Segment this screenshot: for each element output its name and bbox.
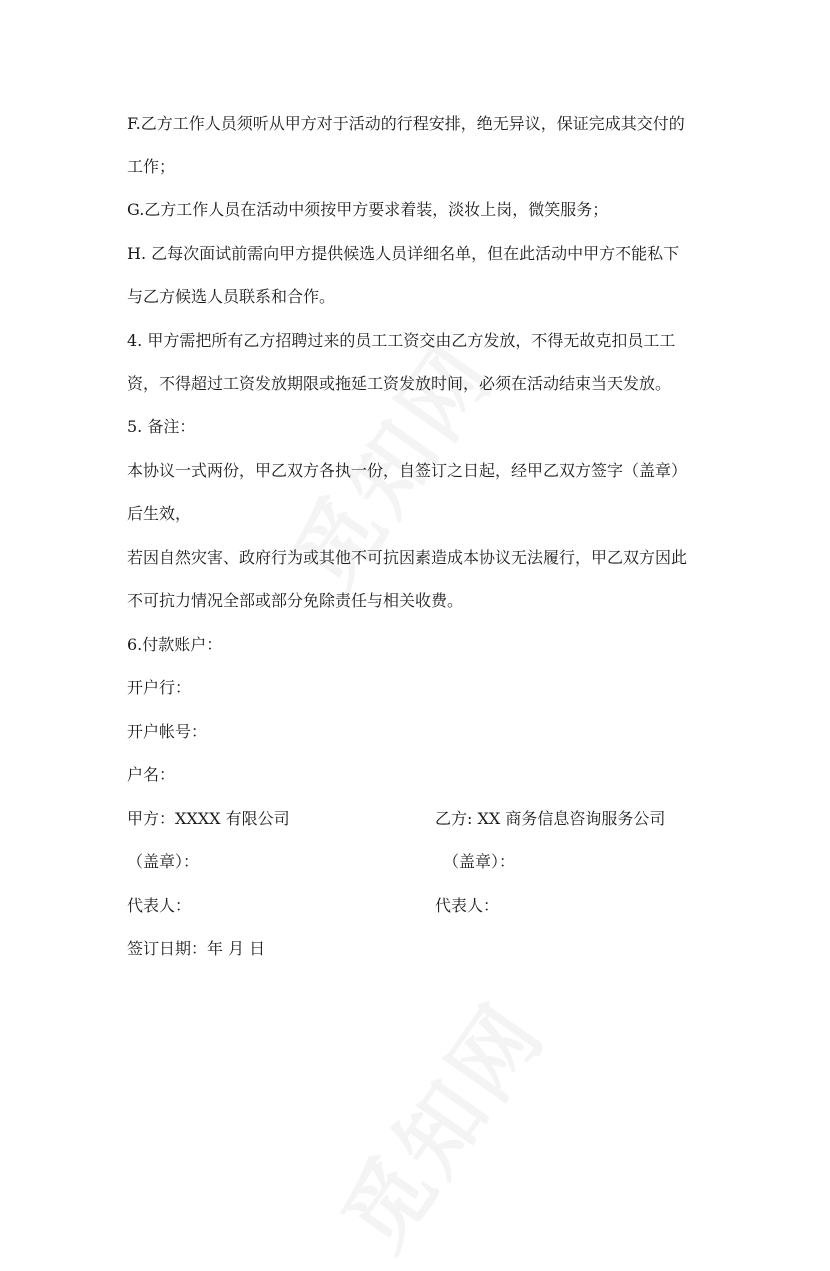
remark-line-2: 后生效， <box>127 504 192 523</box>
account-holder-label: 户名： <box>127 765 176 784</box>
party-b-seal: （盖章）： <box>443 852 516 871</box>
party-a-representative: 代表人： <box>127 896 192 915</box>
remark-line-3: 若因自然灾害、政府行为或其他不可抗因素造成本协议无法履行，甲乙双方因此 <box>127 548 688 567</box>
payment-account-heading: 6.付款账户： <box>127 635 223 654</box>
clause-g: G.乙方工作人员在活动中须按甲方要求着装，淡妆上岗，微笑服务； <box>127 200 609 219</box>
clause-f-line-2: 工作； <box>127 157 176 176</box>
clause-h-line-2: 与乙方候选人员联系和合作。 <box>127 287 336 306</box>
remark-line-1: 本协议一式两份，甲乙双方各执一份，自签订之日起，经甲乙双方签字（盖章） <box>127 461 688 480</box>
clause-h-line-1: H. 乙每次面试前需向甲方提供候选人员详细名单，但在此活动中甲方不能私下 <box>127 244 680 263</box>
clause-f-line-1: F.乙方工作人员须听从甲方对于活动的行程安排，绝无异议，保证完成其交付的 <box>127 114 685 133</box>
clause-4-line-2: 资，不得超过工资发放期限或拖延工资发放时间，必须在活动结束当天发放。 <box>127 374 672 393</box>
bank-name-label: 开户行： <box>127 678 192 697</box>
watermark <box>308 973 568 1270</box>
party-b-name: 乙方: XX 商务信息咨询服务公司 <box>435 809 666 828</box>
clause-4-line-1: 4. 甲方需把所有乙方招聘过来的员工工资交由乙方发放，不得无故克扣员工工 <box>127 331 676 350</box>
clause-5-heading: 5. 备注： <box>127 417 196 436</box>
party-a-name: 甲方：XXXX 有限公司 <box>127 809 290 828</box>
account-number-label: 开户帐号： <box>127 722 208 741</box>
signing-date: 签订日期：年 月 日 <box>127 939 266 958</box>
party-a-seal: （盖章）： <box>127 852 200 871</box>
remark-line-4: 不可抗力情况全部或部分免除责任与相关收费。 <box>127 591 464 610</box>
party-b-representative: 代表人： <box>435 896 500 915</box>
